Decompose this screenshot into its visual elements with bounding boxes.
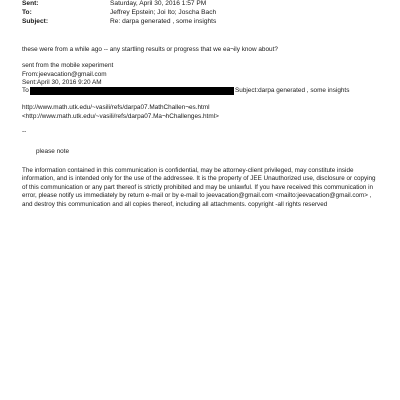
signature-dashes: -- <box>22 128 27 135</box>
disclaimer-paragraph: The information contained in this communication is confidential, may be attorney-client privileged, may constitute inside information, and is intended only for the use of the addressee. It is the property of JEE Unauthorized use, disclosure or copying of this communication or any part thereof is strictly prohibited and may be unlawful. If you have received this communication in error, please notify us immediately by return e-mail or by e-mail to jeevacation@gmail.com <mailto:jeevacation@gmail.com> , and destroy this communication and all copies thereof, including all attachments. copyright -all rights reserved <box>22 167 376 208</box>
quoted-from: From:jeevacation@gmail.com <box>22 71 107 78</box>
url-link-2[interactable]: <http://www.math.utk.edu/~vasili/refs/darpa07.Ma¬hChallenges.html> <box>22 113 219 120</box>
sent-label: Sent: <box>22 0 39 7</box>
quoted-subject: Subject:darpa generated , some insights <box>235 87 350 94</box>
to-value: Jeffrey Epstein; Joi Ito; Joscha Bach <box>110 9 217 16</box>
subject-label: Subject: <box>22 18 49 25</box>
quoted-sent: Sent:April 30, 2016 9:20 AM <box>22 79 102 86</box>
sent-value: Saturday, April 30, 2016 1:57 PM <box>110 0 207 7</box>
mobile-signature: sent from the mobile xeperiment <box>22 62 114 69</box>
to-label: To: <box>22 9 32 16</box>
body-line-1: these were from a while ago -- any startling results or progress that we ea¬ily know about? <box>22 46 278 53</box>
please-note: please note <box>36 148 70 155</box>
redaction-block <box>30 87 234 95</box>
subject-value: Re: darpa generated , some insights <box>110 18 217 25</box>
quoted-to: To <box>22 87 29 94</box>
url-link-1[interactable]: http://www.math.utk.edu/~vasili/refs/darpa07.MathChallen¬es.html <box>22 104 210 111</box>
